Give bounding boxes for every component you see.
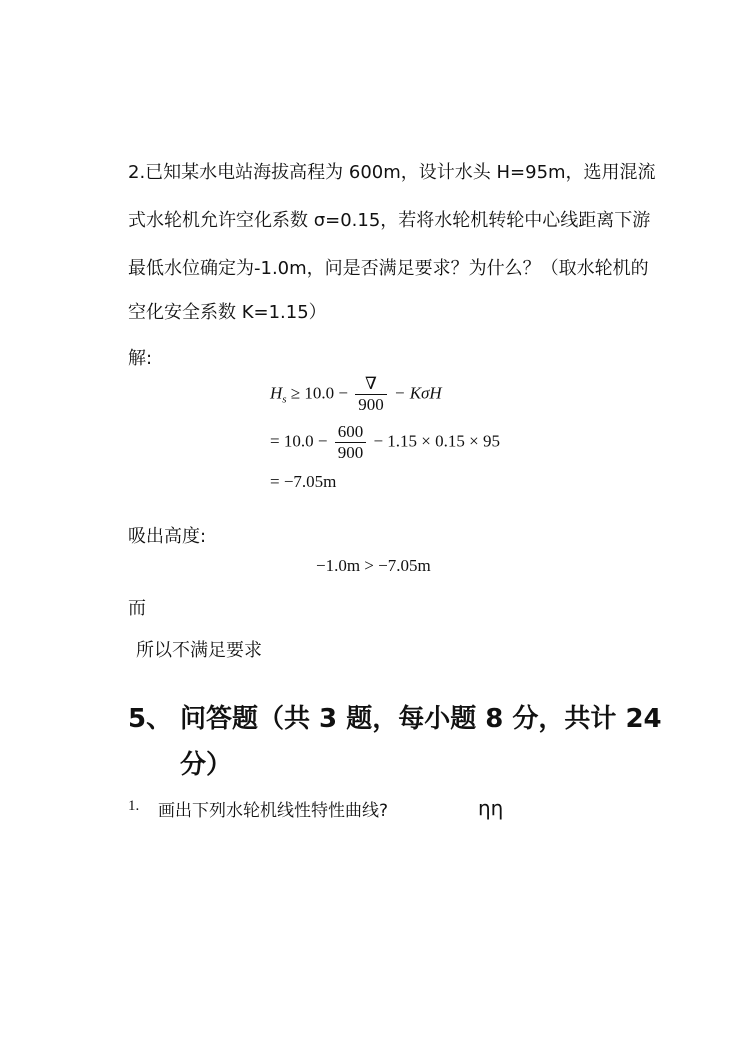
- question-1-text: 画出下列水轮机线性特性曲线?: [158, 801, 389, 821]
- suction-height-label: 吸出高度:: [128, 526, 207, 547]
- problem-line-2: 式水轮机允许空化系数 σ=0.15，若将水轮机转轮中心线距离下游: [128, 210, 651, 231]
- eq1-op: ≥ 10.0 −: [290, 383, 348, 403]
- question-1-number: 1.: [128, 798, 140, 814]
- eq2-numerator: 600: [335, 422, 367, 443]
- eq2-rest: − 1.15 × 0.15 × 95: [373, 431, 500, 451]
- eq2-fraction: [335, 422, 367, 463]
- and-word: 而: [128, 598, 146, 619]
- section-title-line-2: 分）: [180, 750, 233, 780]
- eta-symbol: ηη: [478, 796, 504, 820]
- solution-label: 解:: [128, 348, 153, 369]
- problem-line-3: 最低水位确定为-1.0m，问是否满足要求？为什么？（取水轮机的: [128, 258, 649, 279]
- eq1-sub: s: [282, 393, 287, 406]
- eq1-lhs: H: [270, 383, 283, 403]
- eq1-rest: − KσH: [393, 383, 442, 403]
- eq2-denominator: 900: [337, 443, 364, 462]
- problem-line-1: 2.已知某水电站海拔高程为 600m，设计水头 H=95m，选用混流: [128, 162, 656, 183]
- eq1-numerator: ∇: [355, 374, 387, 395]
- eq2-op: = 10.0 −: [270, 431, 328, 451]
- equation-2: [270, 422, 500, 463]
- section-title-line-1: 问答题（共 3 题，每小题 8 分，共计 24: [180, 704, 662, 734]
- section-number: 5、: [128, 704, 173, 734]
- eq1-fraction: [355, 374, 387, 415]
- equation-3: = −7.05m: [270, 472, 337, 491]
- problem-line-4: 空化安全系数 K=1.15）: [128, 302, 327, 323]
- comparison-expression: −1.0m > −7.05m: [316, 556, 431, 575]
- conclusion: 所以不满足要求: [136, 640, 262, 661]
- equation-1: [270, 374, 442, 415]
- eq1-denominator: 900: [358, 395, 384, 414]
